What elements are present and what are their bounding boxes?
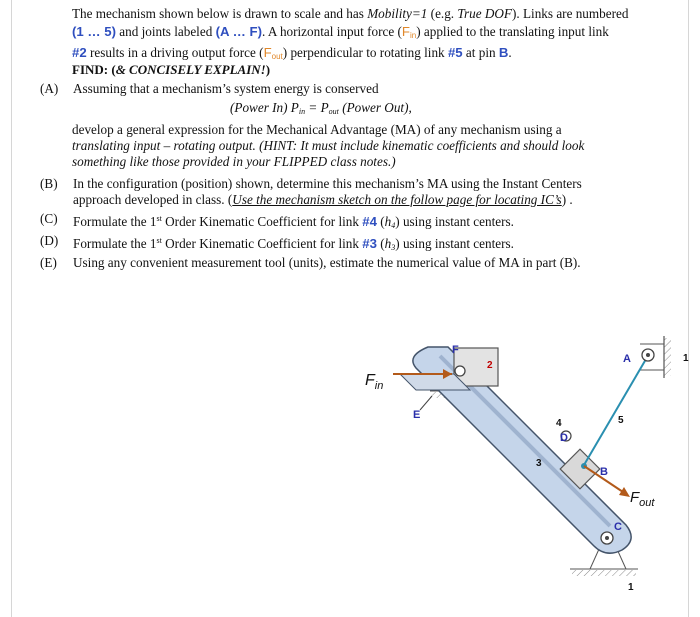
joint-label-e: E bbox=[413, 409, 421, 421]
intro-text: ) applied to the translating input link bbox=[416, 23, 609, 39]
pin-f bbox=[455, 366, 465, 376]
intro-fout-sub: out bbox=[271, 52, 283, 61]
intro-pin-b: B bbox=[498, 45, 509, 60]
item-b-link: Use the mechanism sketch on the follow page for locating IC’s bbox=[232, 192, 562, 207]
item-c-part: ) using instant centers. bbox=[395, 214, 514, 229]
joint-label-a: A bbox=[623, 353, 631, 365]
intro-text: results in a driving output force ( bbox=[86, 45, 264, 60]
link-label-1-top: 1 bbox=[683, 353, 689, 364]
fout-label: $F_{out}$ bbox=[630, 489, 655, 509]
item-b-text: ) . bbox=[561, 192, 573, 207]
joint-label-d: D bbox=[560, 432, 568, 444]
joint-label-f: F bbox=[452, 344, 459, 356]
fin-label: $F_{in}$ bbox=[365, 372, 384, 392]
item-c-sup: st bbox=[156, 214, 162, 223]
find-text: FIND: ( bbox=[72, 62, 116, 77]
item-b-label: (B) bbox=[40, 176, 58, 191]
item-d-part: Formulate the 1 bbox=[73, 236, 157, 251]
item-d-part: ) using instant centers. bbox=[395, 236, 514, 251]
intro-text: at pin bbox=[462, 45, 499, 60]
ma-line-1: develop a general expression for the Mechanical Advantage (MA) of any mechanism using a bbox=[72, 122, 562, 137]
intro-true-dof: True DOF bbox=[457, 6, 512, 21]
find-text: ) bbox=[265, 62, 271, 77]
joint-label-c: C bbox=[614, 521, 622, 533]
intro-text: The mechanism shown below is drawn to scale and has bbox=[72, 6, 368, 21]
item-c-part: ( bbox=[376, 214, 385, 229]
item-c-part: Order Kinematic Coefficient for link bbox=[161, 214, 363, 229]
item-b-line-1: In the configuration (position) shown, determine this mechanism’s MA using the Instant Centers bbox=[73, 176, 582, 191]
link-5 bbox=[584, 354, 649, 465]
pin-a bbox=[642, 349, 654, 361]
pin-c bbox=[601, 532, 613, 544]
eq-sub-out: out bbox=[328, 107, 339, 116]
item-c-label: (C) bbox=[40, 211, 58, 226]
ma-line-3: something like those provided in your FLIPPED class notes.) bbox=[72, 154, 396, 169]
item-d-sup: st bbox=[156, 236, 162, 245]
intro-link-5: #5 bbox=[447, 45, 463, 60]
item-e-label: (E) bbox=[40, 255, 57, 270]
intro-text: . bbox=[508, 45, 512, 60]
item-b-text: approach developed in class. ( bbox=[73, 192, 233, 207]
intro-fin: F bbox=[401, 23, 410, 39]
intro-link-2: #2 bbox=[72, 45, 87, 60]
intro-fout: F bbox=[263, 45, 272, 60]
joint-label-b: B bbox=[600, 466, 608, 478]
intro-text: . A horizontal input force ( bbox=[261, 23, 402, 39]
intro-text: and joints labeled bbox=[115, 23, 216, 39]
item-a-text: Assuming that a mechanism’s system energy is conserved bbox=[73, 81, 379, 96]
item-a-label: (A) bbox=[40, 81, 59, 96]
item-c-h-sub: 4 bbox=[391, 221, 396, 230]
item-d-link: #3 bbox=[362, 236, 377, 251]
intro-mobility: Mobility=1 bbox=[367, 6, 428, 21]
link-label-5: 5 bbox=[618, 415, 624, 426]
item-d-h: h bbox=[384, 236, 392, 251]
link-label-1-bottom: 1 bbox=[628, 582, 634, 593]
eq-text: = P bbox=[305, 100, 329, 115]
ma-line-2: translating input – rotating output. (HINT: It must include kinematic coefficients and should look bbox=[72, 138, 585, 153]
intro-text: ) perpendicular to rotating link bbox=[282, 45, 448, 60]
item-c-h: h bbox=[384, 214, 392, 229]
intro-fin-sub: in bbox=[409, 30, 417, 40]
link-label-4: 4 bbox=[556, 418, 562, 429]
item-d-label: (D) bbox=[40, 233, 59, 248]
link-label-2: 2 bbox=[487, 360, 493, 371]
eq-sub-in: in bbox=[298, 107, 306, 116]
find-emphasis: & CONCISELY EXPLAIN! bbox=[115, 62, 266, 77]
intro-text: (e.g. bbox=[427, 6, 458, 21]
item-c-part: Formulate the 1 bbox=[73, 214, 157, 229]
item-d-h-sub: 3 bbox=[391, 243, 396, 252]
item-d-part: ( bbox=[376, 236, 385, 251]
intro-joints-range: (A … F) bbox=[215, 23, 262, 39]
joint-e-leader bbox=[420, 396, 432, 410]
item-d-part: Order Kinematic Coefficient for link bbox=[161, 236, 363, 251]
item-e-text: Using any convenient measurement tool (units), estimate the numerical value of MA in part (B). bbox=[73, 255, 581, 270]
intro-text: ). Links are numbered bbox=[512, 6, 629, 21]
eq-text: (Power In) P bbox=[230, 100, 299, 115]
eq-text: (Power Out), bbox=[338, 100, 412, 115]
item-c-link: #4 bbox=[362, 214, 377, 229]
intro-links-range: (1 … 5) bbox=[72, 23, 116, 39]
link-label-3: 3 bbox=[536, 458, 542, 469]
